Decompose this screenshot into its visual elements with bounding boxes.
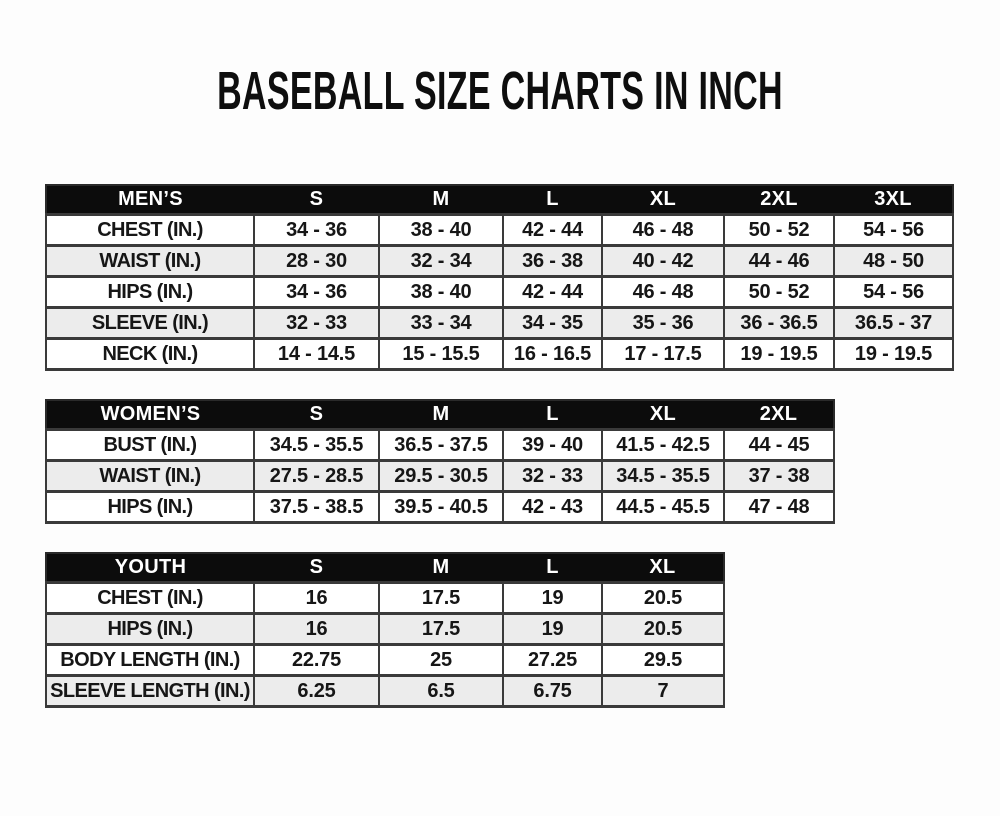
- size-value-cell: 36.5 - 37: [834, 308, 953, 339]
- size-value-cell: 47 - 48: [724, 492, 834, 523]
- row-label-cell: CHEST (IN.): [46, 215, 254, 246]
- table-row: [46, 430, 834, 461]
- column-header: XL: [602, 553, 724, 583]
- size-value-cell: 29.5: [602, 645, 724, 676]
- size-value-cell: 32 - 33: [503, 461, 602, 492]
- size-value-cell: 42 - 44: [503, 277, 602, 308]
- size-value-cell: 7: [602, 676, 724, 707]
- size-value-cell: 27.25: [503, 645, 602, 676]
- size-value-cell: 44.5 - 45.5: [602, 492, 724, 523]
- size-value-cell: 42 - 44: [503, 215, 602, 246]
- table-row: [46, 246, 953, 277]
- size-value-cell: 34 - 35: [503, 308, 602, 339]
- size-value-cell: 19 - 19.5: [834, 339, 953, 370]
- size-value-cell: 38 - 40: [379, 215, 503, 246]
- size-value-cell: 17 - 17.5: [602, 339, 724, 370]
- size-value-cell: 38 - 40: [379, 277, 503, 308]
- row-label-cell: SLEEVE LENGTH (IN.): [46, 676, 254, 707]
- size-value-cell: 29.5 - 30.5: [379, 461, 503, 492]
- page-root: [0, 61, 1000, 708]
- row-label-cell: BUST (IN.): [46, 430, 254, 461]
- column-header: L: [503, 185, 602, 215]
- column-header: XL: [602, 185, 724, 215]
- size-value-cell: 32 - 34: [379, 246, 503, 277]
- size-value-cell: 14 - 14.5: [254, 339, 379, 370]
- size-value-cell: 19: [503, 583, 602, 614]
- table-row: [46, 676, 724, 707]
- table-row: [46, 277, 953, 308]
- column-header: 3XL: [834, 185, 953, 215]
- column-header: 2XL: [724, 400, 834, 430]
- size-value-cell: 41.5 - 42.5: [602, 430, 724, 461]
- size-value-cell: 39 - 40: [503, 430, 602, 461]
- size-value-cell: 34 - 36: [254, 277, 379, 308]
- table-row: [46, 492, 834, 523]
- size-value-cell: 40 - 42: [602, 246, 724, 277]
- size-value-cell: 20.5: [602, 614, 724, 645]
- size-value-cell: 44 - 46: [724, 246, 834, 277]
- column-header: 2XL: [724, 185, 834, 215]
- size-value-cell: 27.5 - 28.5: [254, 461, 379, 492]
- size-value-cell: 6.75: [503, 676, 602, 707]
- size-value-cell: 19 - 19.5: [724, 339, 834, 370]
- size-value-cell: 22.75: [254, 645, 379, 676]
- table-row: [46, 461, 834, 492]
- size-value-cell: 48 - 50: [834, 246, 953, 277]
- header-row: [46, 400, 834, 430]
- size-value-cell: 54 - 56: [834, 215, 953, 246]
- size-value-cell: 39.5 - 40.5: [379, 492, 503, 523]
- size-value-cell: 16: [254, 614, 379, 645]
- row-label-cell: HIPS (IN.): [46, 492, 254, 523]
- size-value-cell: 15 - 15.5: [379, 339, 503, 370]
- header-row: [46, 185, 953, 215]
- size-value-cell: 36 - 36.5: [724, 308, 834, 339]
- size-value-cell: 37.5 - 38.5: [254, 492, 379, 523]
- size-charts: [45, 184, 1000, 708]
- size-table-womens: [45, 399, 835, 524]
- header-row: [46, 553, 724, 583]
- size-value-cell: 50 - 52: [724, 277, 834, 308]
- column-header: L: [503, 553, 602, 583]
- column-header: S: [254, 400, 379, 430]
- size-value-cell: 16: [254, 583, 379, 614]
- size-value-cell: 25: [379, 645, 503, 676]
- size-value-cell: 34.5 - 35.5: [254, 430, 379, 461]
- column-header: M: [379, 185, 503, 215]
- size-value-cell: 33 - 34: [379, 308, 503, 339]
- size-value-cell: 6.25: [254, 676, 379, 707]
- size-value-cell: 34.5 - 35.5: [602, 461, 724, 492]
- size-value-cell: 44 - 45: [724, 430, 834, 461]
- column-header: M: [379, 553, 503, 583]
- size-value-cell: 37 - 38: [724, 461, 834, 492]
- size-value-cell: 46 - 48: [602, 277, 724, 308]
- row-label-cell: WAIST (IN.): [46, 246, 254, 277]
- size-table-mens: [45, 184, 954, 371]
- size-value-cell: 32 - 33: [254, 308, 379, 339]
- table-row: [46, 308, 953, 339]
- size-value-cell: 20.5: [602, 583, 724, 614]
- size-value-cell: 36.5 - 37.5: [379, 430, 503, 461]
- size-value-cell: 34 - 36: [254, 215, 379, 246]
- row-label-cell: HIPS (IN.): [46, 614, 254, 645]
- row-label-cell: CHEST (IN.): [46, 583, 254, 614]
- table-row: [46, 583, 724, 614]
- column-header: XL: [602, 400, 724, 430]
- column-header: L: [503, 400, 602, 430]
- column-header: M: [379, 400, 503, 430]
- table-row: [46, 215, 953, 246]
- size-value-cell: 46 - 48: [602, 215, 724, 246]
- size-value-cell: 19: [503, 614, 602, 645]
- size-value-cell: 54 - 56: [834, 277, 953, 308]
- row-label-cell: NECK (IN.): [46, 339, 254, 370]
- size-value-cell: 6.5: [379, 676, 503, 707]
- column-header: S: [254, 185, 379, 215]
- row-label-cell: SLEEVE (IN.): [46, 308, 254, 339]
- size-value-cell: 28 - 30: [254, 246, 379, 277]
- table-row: [46, 339, 953, 370]
- table-row: [46, 614, 724, 645]
- size-value-cell: 16 - 16.5: [503, 339, 602, 370]
- size-value-cell: 35 - 36: [602, 308, 724, 339]
- size-table-youth: [45, 552, 725, 708]
- row-label-cell: BODY LENGTH (IN.): [46, 645, 254, 676]
- row-label-cell: HIPS (IN.): [46, 277, 254, 308]
- column-header: S: [254, 553, 379, 583]
- size-value-cell: 50 - 52: [724, 215, 834, 246]
- size-value-cell: 42 - 43: [503, 492, 602, 523]
- row-label-cell: WAIST (IN.): [46, 461, 254, 492]
- table-title-cell: YOUTH: [46, 553, 254, 583]
- table-row: [46, 645, 724, 676]
- table-title-cell: MEN’S: [46, 185, 254, 215]
- page-title-text: BASEBALL SIZE CHARTS IN INCH: [217, 61, 783, 121]
- size-value-cell: 17.5: [379, 583, 503, 614]
- size-value-cell: 36 - 38: [503, 246, 602, 277]
- table-title-cell: WOMEN’S: [46, 400, 254, 430]
- size-value-cell: 17.5: [379, 614, 503, 645]
- page-title: [0, 61, 1000, 121]
